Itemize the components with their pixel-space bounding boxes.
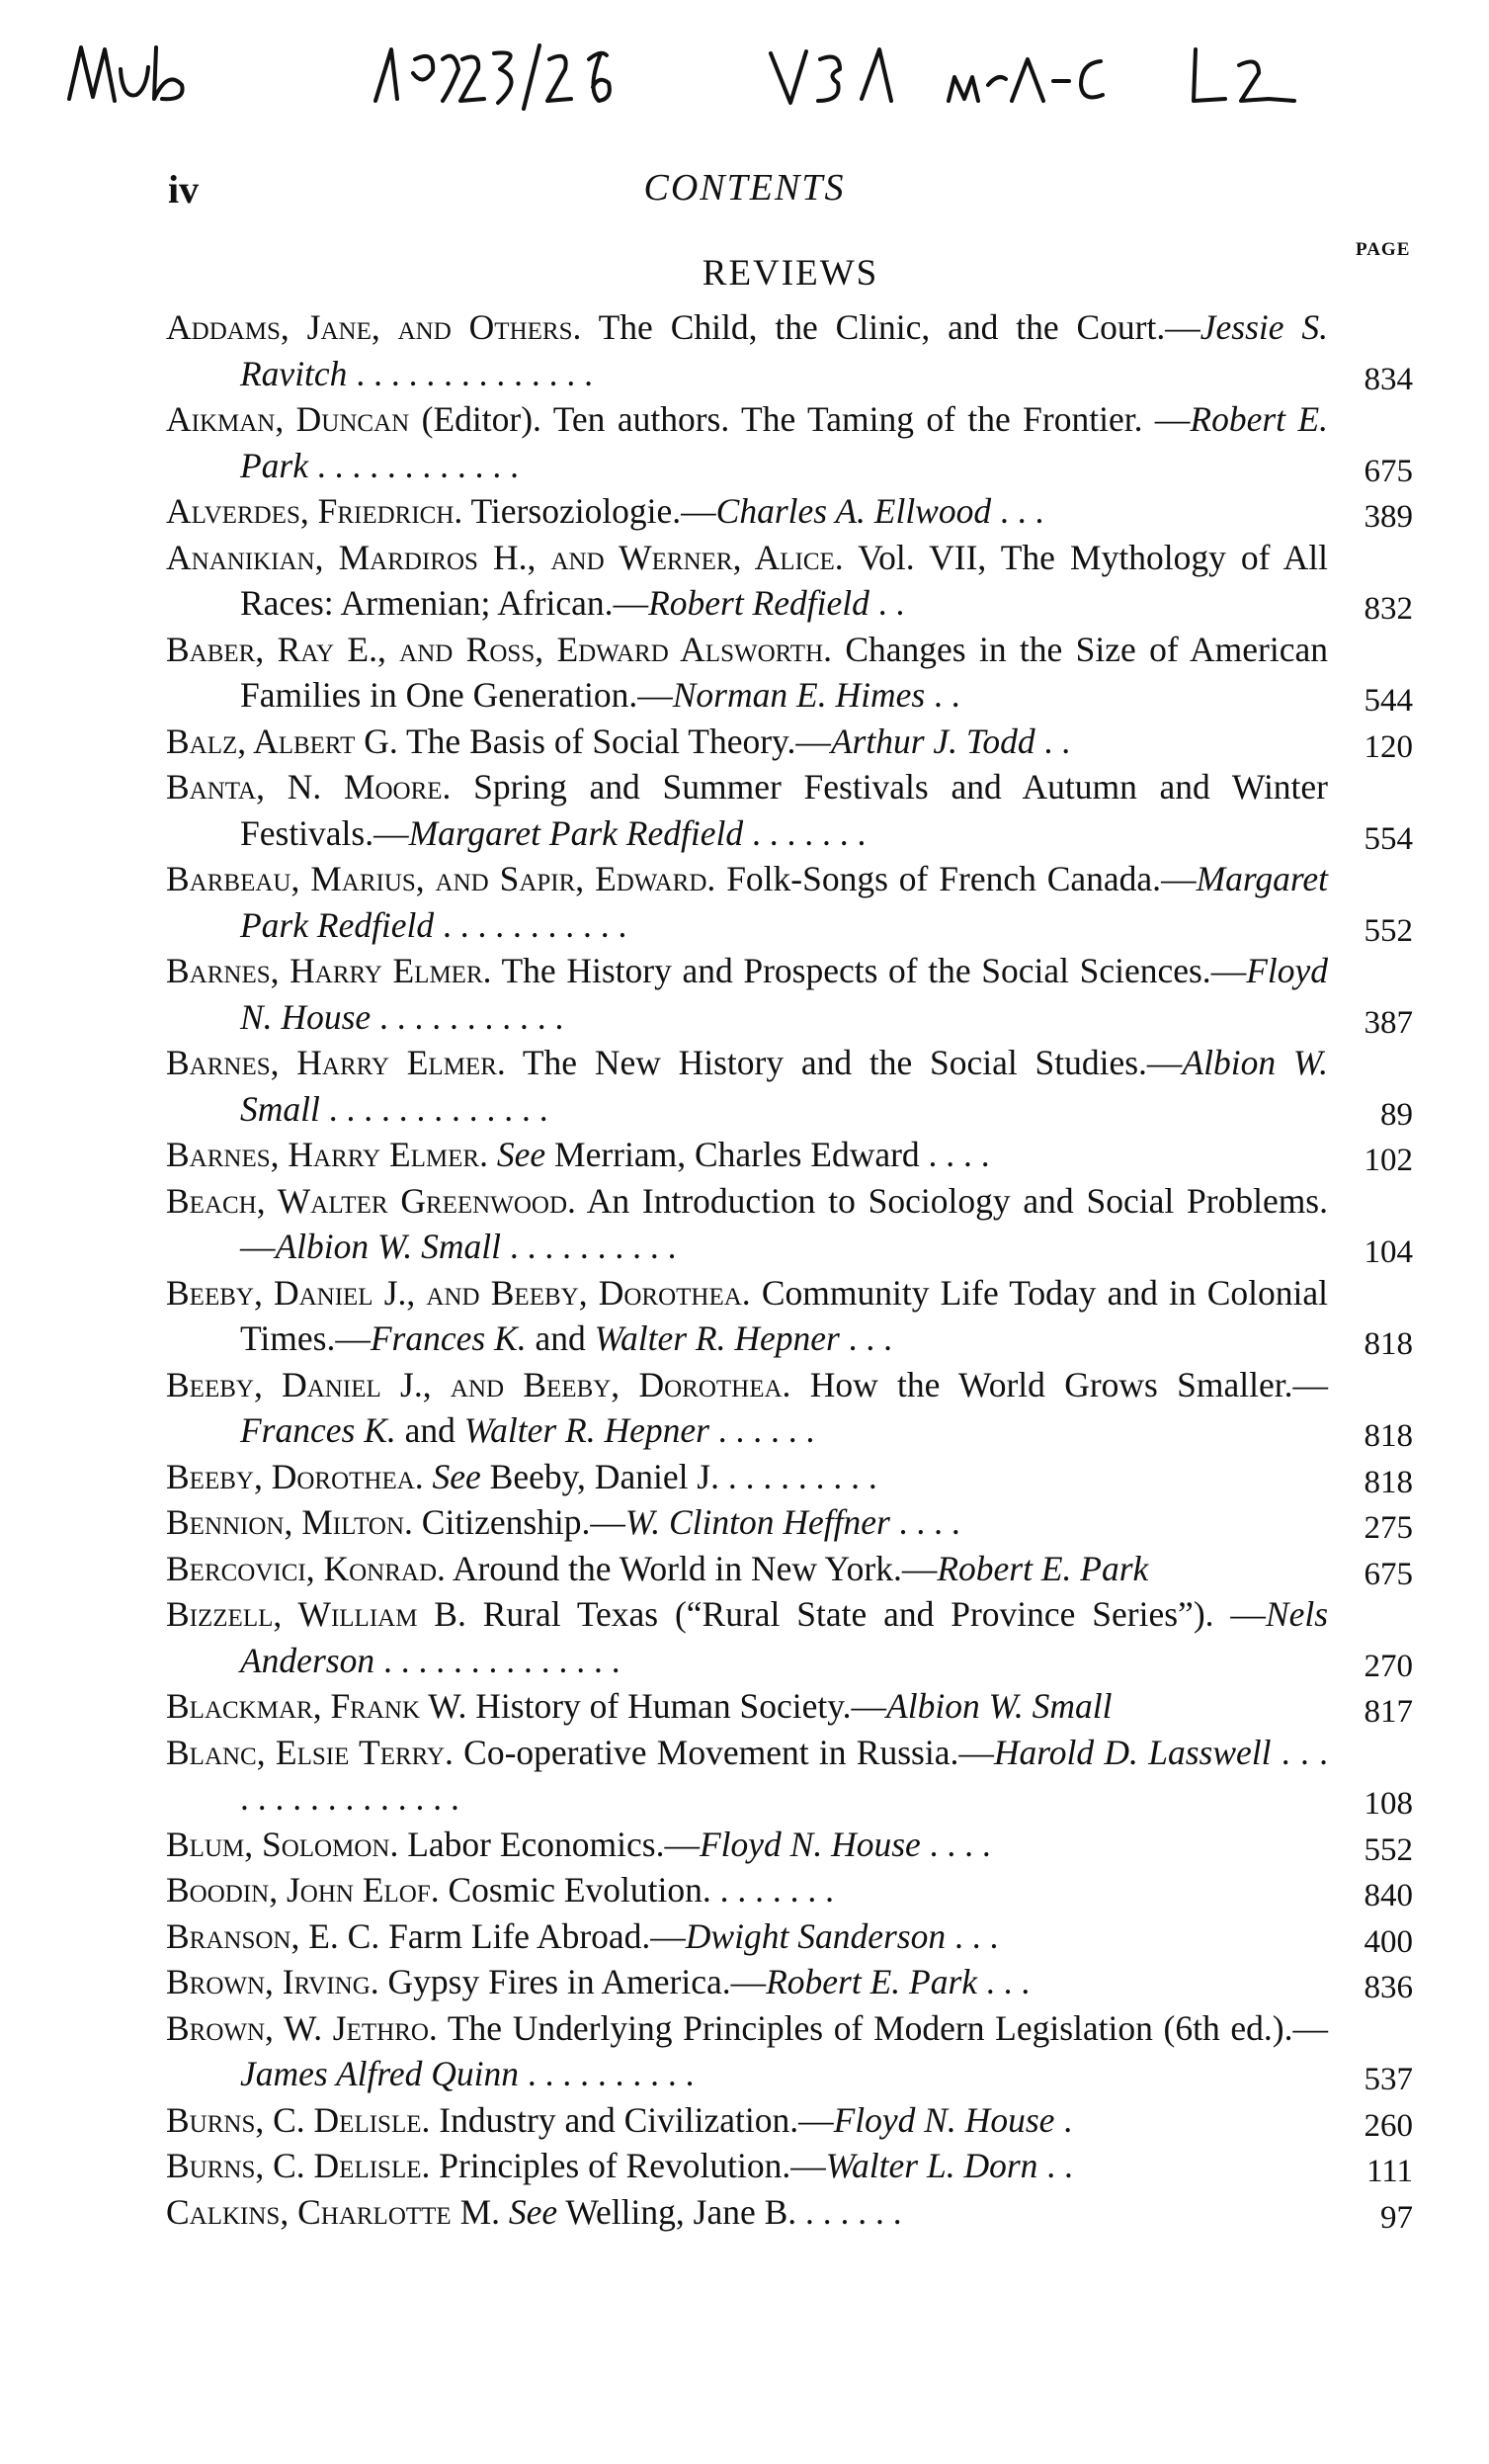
entry-author: Banta, N. Moore. <box>166 767 452 807</box>
entry-author: Bercovici, Konrad. <box>166 1548 446 1588</box>
entry-title: Vol. VII, The Mythology of All Races: Armenian; African. <box>240 537 1329 623</box>
entry-author: Beeby, Daniel J., and Beeby, Dorothea. <box>166 1364 791 1404</box>
entry-author: Addams, Jane, and Others. <box>166 307 582 347</box>
entry-author: Aikman, Duncan <box>166 399 410 439</box>
entry-title: Merriam, Charles Edward <box>554 1135 920 1174</box>
entry-author: Calkins, Charlotte M. <box>166 2191 501 2232</box>
entry-author: Burns, C. Delisle. <box>166 2099 431 2140</box>
contents-entry: Alverdes, Friedrich. Tiersoziologie.—Charles A. Ellwood . . . 389 <box>166 488 1413 535</box>
entry-reviewer-2: Walter R. Hepner <box>463 1410 709 1450</box>
contents-entry: Calkins, Charlotte M. See Welling, Jane B. . . . . . . 97 <box>166 2189 1413 2236</box>
entry-reviewer: Floyd N. House <box>699 1824 921 1864</box>
entry-author: Barbeau, Marius, and Sapir, Edward. <box>166 859 716 898</box>
entry-author: Beach, Walter Greenwood. <box>166 1180 576 1221</box>
section-heading: REVIEWS <box>702 253 879 294</box>
contents-entry: Blanc, Elsie Terry. Co-operative Movement in Russia.—Harold D. Lasswell . . . . . . . . . . . . . . . . 108 <box>166 1730 1413 1822</box>
entry-page: 836 <box>1364 1970 1413 2005</box>
entry-reviewer: Nels Anderson <box>240 1594 1329 1680</box>
entry-title: Tiersoziologie. <box>470 491 682 531</box>
entry-title: How the World Grows Smaller. <box>809 1364 1293 1404</box>
contents-entry: Brown, Irving. Gypsy Fires in America.—Robert E. Park . . . 836 <box>166 1959 1413 2005</box>
entry-reviewer: Robert E. Park <box>240 399 1329 485</box>
entry-title: Ten authors. The Taming of the Frontier. <box>552 399 1143 439</box>
entry-reviewer: Floyd N. House <box>833 2099 1055 2140</box>
entry-title: The Basis of Social Theory. <box>406 721 796 761</box>
entry-title: Folk-Songs of French Canada. <box>726 859 1162 898</box>
entry-see: See <box>508 2191 558 2232</box>
entry-reviewer: Albion W. Small <box>275 1227 501 1266</box>
entry-author: Beeby, Daniel J., and Beeby, Dorothea. <box>166 1272 751 1313</box>
entry-page: 675 <box>1364 453 1413 489</box>
entry-title: The History and Prospects of the Social Sciences. <box>501 951 1211 990</box>
entry-title: The Underlying Principles of Modern Legislation (6th ed.). <box>447 2007 1293 2048</box>
entry-author: Branson, E. C. <box>166 1915 380 1956</box>
entry-page: 818 <box>1364 1418 1413 1454</box>
entry-title: Farm Life Abroad. <box>388 1915 651 1956</box>
entry-title: Around the World in New York. <box>452 1548 902 1588</box>
contents-entry: Addams, Jane, and Others. The Child, the Clinic, and the Court.—Jessie S. Ravitch . . . . . . . . . . . . . . 834 <box>166 304 1413 396</box>
entry-title: Community Life Today and in Colonial Times. <box>240 1272 1329 1358</box>
entry-reviewer: Jessie S. Ravitch <box>240 307 1329 393</box>
entry-page: 97 <box>1380 2199 1413 2236</box>
entry-reviewer-2: Walter R. Hepner <box>594 1318 840 1358</box>
contents-entry: Bercovici, Konrad. Around the World in New York.—Robert E. Park 675 <box>166 1546 1413 1592</box>
contents-entry: Beeby, Dorothea. See Beeby, Daniel J. . . . . . . . . . 818 <box>166 1454 1413 1500</box>
entry-reviewer-join: and <box>404 1410 455 1450</box>
contents-entry: Bennion, Milton. Citizenship.—W. Clinton Heffner . . . . 275 <box>166 1499 1413 1546</box>
entry-page: 817 <box>1364 1694 1413 1730</box>
contents-entry: Beeby, Daniel J., and Beeby, Dorothea. Community Life Today and in Colonial Times.—Frances K. and Walter R. Hepner . . . 818 <box>166 1270 1413 1362</box>
entry-title: Co-operative Movement in Russia. <box>463 1732 959 1772</box>
entry-page: 552 <box>1364 912 1413 949</box>
contents-entry: Banta, N. Moore. Spring and Summer Festivals and Autumn and Winter Festivals.—Margaret Park Redfield . . . . . . . 554 <box>166 764 1413 856</box>
entry-author: Barnes, Harry Elmer. <box>166 1043 506 1082</box>
contents-entry: Blackmar, Frank W. History of Human Society.—Albion W. Small 817 <box>166 1683 1413 1730</box>
entry-title: The Child, the Clinic, and the Court. <box>598 307 1166 347</box>
entry-see: See <box>432 1456 481 1496</box>
entry-author: Alverdes, Friedrich. <box>166 491 463 531</box>
entry-page: 120 <box>1364 728 1413 765</box>
contents-entry: Beach, Walter Greenwood. An Introduction to Sociology and Social Problems.—Albion W. Small . . . . . . . . . . 104 <box>166 1178 1413 1270</box>
entry-author: Brown, Irving. <box>166 1962 379 2001</box>
contents-entry: Barnes, Harry Elmer. The History and Prospects of the Social Sciences.—Floyd N. House . . . . . . . . . . . 387 <box>166 948 1413 1040</box>
contents-entry: Balz, Albert G. The Basis of Social Theory.—Arthur J. Todd . . 120 <box>166 719 1413 765</box>
entry-reviewer: Robert E. Park <box>766 1962 978 2001</box>
entry-reviewer: Frances K. <box>370 1318 527 1358</box>
running-header: CONTENTS <box>643 167 846 209</box>
entry-title: Changes in the Size of American Families in One Generation. <box>240 629 1328 715</box>
entry-page: 832 <box>1364 591 1413 627</box>
page-number: iv <box>168 167 200 212</box>
entry-reviewer: Margaret Park Redfield <box>408 812 744 853</box>
entry-reviewer: W. Clinton Heffner <box>624 1502 890 1542</box>
contents-entry: Bizzell, William B. Rural Texas (“Rural State and Province Series”). —Nels Anderson . . . . . . . . . . . . . . 270 <box>166 1591 1413 1683</box>
entry-page: 834 <box>1364 361 1413 397</box>
entry-author: Baber, Ray E., and Ross, Edward Alsworth. <box>166 629 833 669</box>
entry-author: Blackmar, Frank W. <box>166 1686 467 1726</box>
entry-page: 111 <box>1365 2154 1413 2189</box>
entry-reviewer-join: and <box>535 1318 586 1358</box>
contents-entry: Barbeau, Marius, and Sapir, Edward. Folk-Songs of French Canada.—Margaret Park Redfield . . . . . . . . . . . 552 <box>166 856 1413 948</box>
contents-entry: Barnes, Harry Elmer. The New History and the Social Studies.—Albion W. Small . . . . . . . . . . . . . 89 <box>166 1040 1413 1132</box>
contents-entry: Ananikian, Mardiros H., and Werner, Alice. Vol. VII, The Mythology of All Races: Armenian; African.—Robert Redfield . . 832 <box>166 535 1413 627</box>
entry-title: Welling, Jane B. <box>565 2191 797 2232</box>
entry-author: Brown, W. Jethro. <box>166 2007 438 2048</box>
entry-reviewer: Harold D. Lasswell <box>993 1732 1272 1772</box>
entry-page: 389 <box>1364 499 1413 535</box>
entry-title: Gypsy Fires in America. <box>387 1962 731 2001</box>
entry-page: 387 <box>1364 1004 1413 1041</box>
entry-author: Bennion, Milton. <box>166 1502 413 1542</box>
entry-see: See <box>496 1135 546 1174</box>
entry-title: Citizenship. <box>421 1502 591 1542</box>
reviews-list <box>166 304 1413 2235</box>
entry-author: Barnes, Harry Elmer. <box>166 951 492 990</box>
entry-reviewer: Robert Redfield <box>648 583 869 623</box>
entry-page: 818 <box>1364 1326 1413 1362</box>
entry-title: Beeby, Daniel J. <box>489 1456 719 1496</box>
entry-author: Blanc, Elsie Terry. <box>166 1732 454 1772</box>
contents-entry: Aikman, Duncan (Editor). Ten authors. The Taming of the Frontier. —Robert E. Park . . . . . . . . . . . . 675 <box>166 396 1413 488</box>
entry-page: 104 <box>1364 1234 1413 1270</box>
entry-reviewer: Albion W. Small <box>886 1686 1113 1726</box>
handwritten-shelfmark <box>59 30 1443 138</box>
entry-title: Labor Economics. <box>407 1824 665 1864</box>
entry-author: Bizzell, William B. <box>166 1594 466 1634</box>
contents-entry: Barnes, Harry Elmer. See Merriam, Charles Edward . . . . 102 <box>166 1132 1413 1178</box>
entry-note: (Editor). <box>421 399 541 439</box>
entry-page: 275 <box>1364 1510 1413 1546</box>
contents-entry: Burns, C. Delisle. Principles of Revolution.—Walter L. Dorn . . 111 <box>166 2143 1413 2189</box>
contents-entry: Beeby, Daniel J., and Beeby, Dorothea. How the World Grows Smaller.—Frances K. and Walter R. Hepner . . . . . . 818 <box>166 1362 1413 1454</box>
entry-page: 89 <box>1380 1096 1413 1133</box>
entry-author: Ananikian, Mardiros H., and Werner, Alice. <box>166 537 844 577</box>
contents-entry: Burns, C. Delisle. Industry and Civilization.—Floyd N. House . 260 <box>166 2097 1413 2144</box>
contents-entry: Branson, E. C. Farm Life Abroad.—Dwight Sanderson . . . 400 <box>166 1913 1413 1960</box>
entry-page: 554 <box>1364 820 1413 857</box>
contents-entry: Boodin, John Elof. Cosmic Evolution. . . . . . . . 840 <box>166 1867 1413 1913</box>
entry-reviewer: Albion W. Small <box>240 1043 1329 1129</box>
entry-title: Industry and Civilization. <box>439 2099 799 2140</box>
entry-reviewer: Margaret Park Redfield <box>240 859 1328 945</box>
entry-reviewer: Norman E. Himes <box>672 675 926 715</box>
entry-title: An Introduction to Sociology and Social Problems. <box>586 1180 1328 1221</box>
entry-page: 270 <box>1364 1648 1413 1684</box>
entry-reviewer: Robert E. Park <box>937 1548 1149 1588</box>
entry-page: 675 <box>1364 1556 1413 1592</box>
contents-entry: Brown, W. Jethro. The Underlying Principles of Modern Legislation (6th ed.).—James Alfred Quinn . . . . . . . . . . 537 <box>166 2005 1413 2097</box>
entry-author: Balz, Albert G. <box>166 721 398 761</box>
entry-reviewer: Charles A. Ellwood <box>715 491 992 531</box>
entry-page: 818 <box>1364 1464 1413 1500</box>
contents-entry: Baber, Ray E., and Ross, Edward Alsworth. Changes in the Size of American Families in One Generation.—Norman E. Himes . . 544 <box>166 627 1413 719</box>
entry-title: Spring and Summer Festivals and Autumn and Winter Festivals. <box>240 767 1329 853</box>
entry-reviewer: Floyd N. House <box>240 951 1328 1037</box>
entry-reviewer: Frances K. <box>240 1410 396 1450</box>
contents-entry: Blum, Solomon. Labor Economics.—Floyd N. House . . . . 552 <box>166 1822 1413 1868</box>
entry-reviewer: James Alfred Quinn <box>240 2054 519 2093</box>
entry-page: 102 <box>1364 1143 1413 1178</box>
entry-page: 108 <box>1364 1786 1413 1822</box>
page-column-label: PAGE <box>1356 239 1411 260</box>
entry-page: 552 <box>1364 1831 1413 1868</box>
entry-title: Rural Texas (“Rural State and Province Series”). <box>482 1594 1214 1634</box>
entry-title: Cosmic Evolution. <box>448 1870 711 1910</box>
entry-page: 400 <box>1364 1923 1413 1960</box>
entry-page: 840 <box>1364 1878 1413 1913</box>
entry-author: Boodin, John Elof. <box>166 1870 440 1910</box>
entry-author: Burns, C. Delisle. <box>166 2146 431 2185</box>
entry-reviewer: Dwight Sanderson <box>685 1915 947 1956</box>
entry-page: 544 <box>1364 683 1413 719</box>
entry-author: Blum, Solomon. <box>166 1824 399 1864</box>
entry-page: 537 <box>1364 2062 1413 2097</box>
entry-page: 260 <box>1364 2107 1413 2144</box>
entry-author: Beeby, Dorothea. <box>166 1456 424 1496</box>
entry-title: Principles of Revolution. <box>439 2146 791 2185</box>
entry-title: The New History and the Social Studies. <box>522 1043 1147 1082</box>
entry-reviewer: Walter L. Dorn <box>825 2146 1038 2185</box>
entry-author: Barnes, Harry Elmer. <box>166 1135 488 1174</box>
entry-reviewer: Arthur J. Todd <box>830 721 1035 761</box>
entry-title: History of Human Society. <box>475 1686 852 1726</box>
